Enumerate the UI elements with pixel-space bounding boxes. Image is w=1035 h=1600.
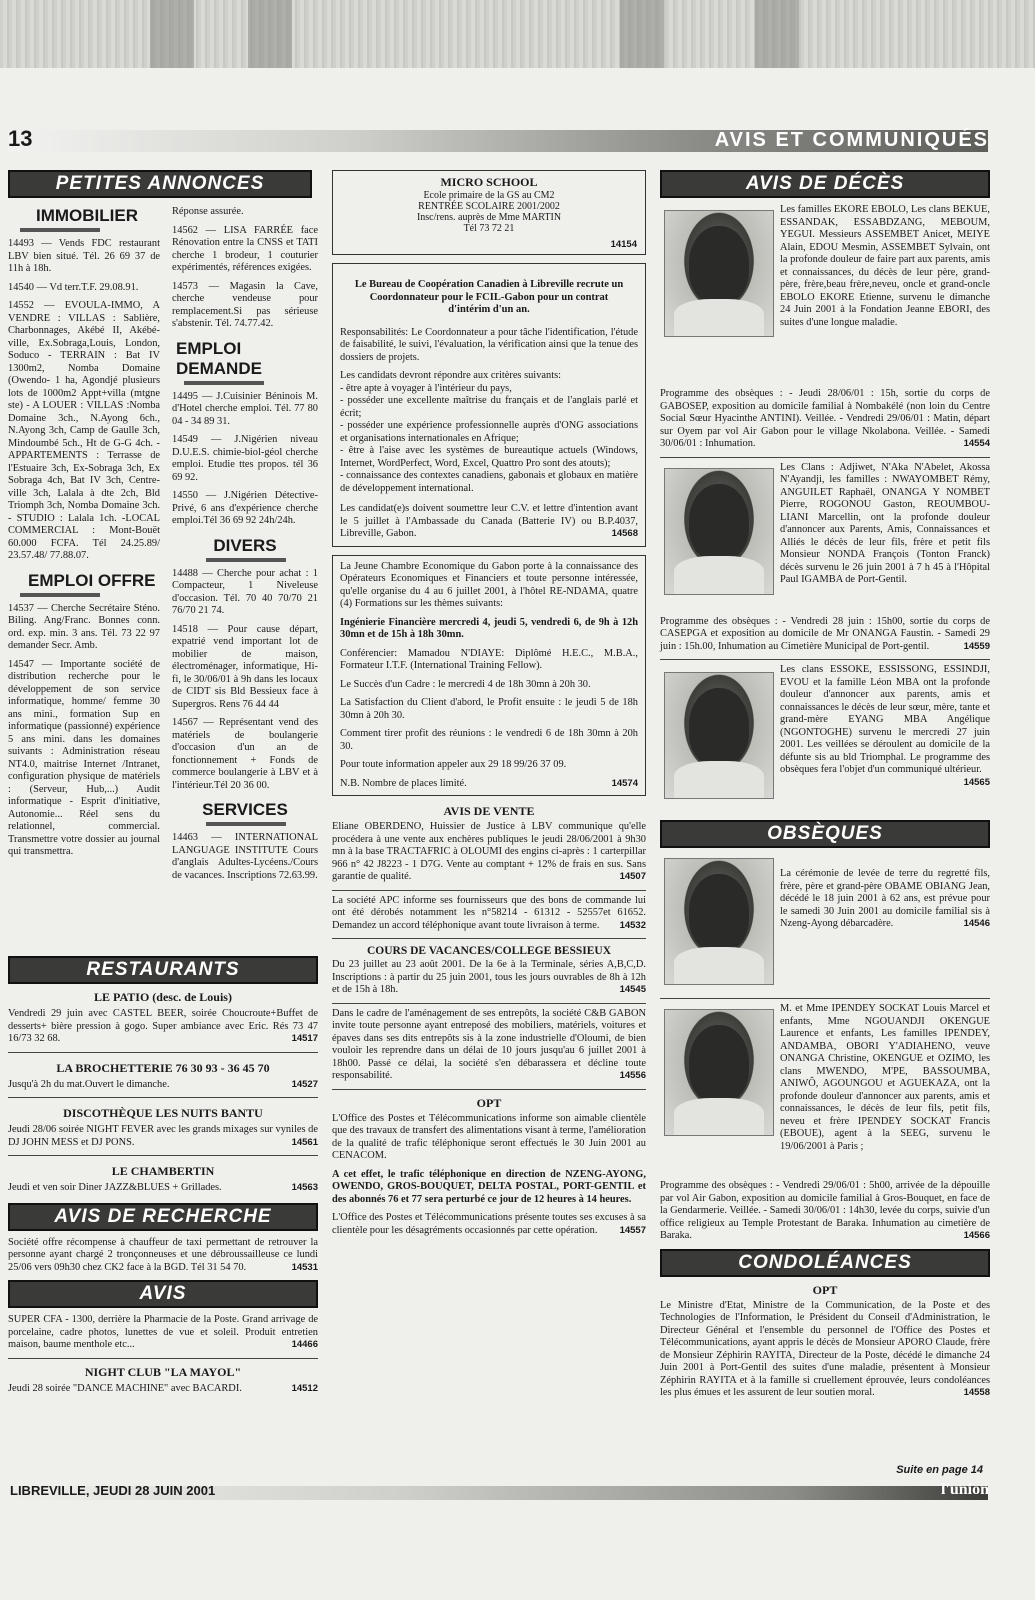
micro-school-ad bbox=[332, 170, 646, 255]
classified-ad: 14573 — Magasin la Cave, cherche vendeuse pour remplacement.Si pas sérieuse s'abstenir. Tél. 74.77.42. bbox=[172, 280, 318, 329]
divider bbox=[20, 593, 100, 597]
divider bbox=[332, 890, 646, 891]
ad-paragraph: - connaissance des contextes canadiens, gabonais et globaux en matière de développement international. bbox=[340, 470, 638, 494]
ad-reference: 14531 bbox=[291, 1261, 318, 1273]
ad-paragraph: L'Office des Postes et Télécommunications présente toutes ses excuses à sa clientèle pour les désagréments occasionnés par cette opération. 14557 bbox=[332, 1212, 646, 1236]
classified-ad: 14540 — Vd terr.T.F. 29.08.91. bbox=[8, 281, 139, 293]
obseques-notice bbox=[660, 1003, 990, 1158]
ad-reference: 14566 bbox=[963, 1230, 990, 1241]
condoleances-title: OPT bbox=[812, 1282, 838, 1297]
ad-reference: 14559 bbox=[963, 640, 990, 652]
classified-ad: 14552 — EVOULA-IMMO, A VENDRE : VILLAS : Sablière, Charbonnages, Akébé II, Akébé-ville, Ex.Sobraga,Louis, London, Soduco - TERRAIN : Bat IV 1300m2, Nomba Domaine (Owendo- 1 ha, Agondjé plusieurs lots de 1000m2 Appt+villa (mtgne ste) - A LOUER : VILLAS :Nomba Domaine 3ch., N.Ayong 6ch., N.Ayong 3ch, Camp de Gaulle 3ch, Mindoumbé 5ch., Ht de G-G 4ch. - APPARTEMENTS : Terrasse de l'Estuaire 3ch, Ex-Sobraga 3ch, Ex Sobraga 4ch, Bat IV 3ch, Centre-ville 3ch, Lalala à dte 2ch, Bld Triomph 3ch, Nomba Domaine 3ch. - STUDIO : Lalala 1ch. -LOCAL COMMERCIAL : Mont-Bouët 60.000 FCFA. Tél 24.25.89/ 23.57.48/ 77.88.07. bbox=[8, 300, 160, 561]
ad-paragraph: Les candidat(e)s doivent soumettre leur C.V. et lettre d'intention avant le 5 juillet à l'Ambassade du Canada (Batterie IV) ou B.P.4037, Libreville, Gabon. 14568 bbox=[340, 503, 638, 539]
ad-paragraph: La Satisfaction du Client d'abord, le Profit ensuite : le jeudi 5 de 18h 30mn à 20h 30. bbox=[340, 697, 638, 721]
restaurant-title: LA BROCHETTERIE 76 30 93 - 36 45 70 bbox=[56, 1060, 270, 1075]
ad-reference: 14565 bbox=[963, 776, 990, 788]
ad-paragraph: La Jeune Chambre Economique du Gabon porte à la connaissance des Opérateurs Economiques et Financiers et toute personne intéressée, qu'elle organise du 4 au 6 juillet 2001, à l'hôtel RE-NDAMA, quatre (4) Formations sur les thèmes suivants: bbox=[340, 560, 638, 609]
restaurant-text: Jusqu'à 2h du mat.Ouvert le dimanche. 14527 bbox=[8, 1078, 318, 1090]
avis-de-deces-banner: AVIS DE DÉCÈS bbox=[660, 170, 990, 198]
classified-ad: 14488 — Cherche pour achat : 1 Compacteur, 1 Niveleuse d'occasion. Tél. 70 40 70/70 21 76/70 21 74. bbox=[172, 567, 318, 616]
petites-annonces-banner: PETITES ANNONCES bbox=[8, 170, 312, 198]
bureau-canadien-ad bbox=[332, 263, 646, 547]
continued-note: Suite en page 14 bbox=[896, 1464, 983, 1476]
notice-text: La cérémonie de levée de terre du regretté fils, frère, père et grand-père OBAME OBIANG Jean, décédé le 18 juin 2001 à 62 ans, est prévue pour le samedi 30 Juin 2001 au domicile familial sis à Nzeng-Ayong débarcadère. 14546 bbox=[780, 868, 990, 929]
column-avis-deces bbox=[660, 170, 990, 1406]
fold-shadow bbox=[150, 0, 194, 68]
divider bbox=[8, 1155, 318, 1156]
ad-reference: 14512 bbox=[291, 1382, 318, 1394]
newspaper-brand: l'union bbox=[940, 1481, 989, 1498]
ad-paragraph: Le Succès d'un Cadre : le mercredi 4 de 18h 30mn à 20h 30. bbox=[340, 678, 591, 690]
restaurant-text: Jeudi et ven soir Diner JAZZ&BLUES + Grillades. 14563 bbox=[8, 1182, 318, 1193]
ad-paragraph: Dans le cadre de l'aménagement de ses entrepôts, la société C&B GABON invite toute personne ayant entreposé des mobiliers, matériels, voitures et épaves dans ses dits entrepôts sis à la zone industrielle d'Oloumi, de bien vouloir les reprendre dans un délai de 10 jours jusqu'au 6 juillet 2001 à 18h00. Passé ce délai, la société s'en débarassera et décline toute responsabilité. 14556 bbox=[332, 1007, 646, 1081]
classified-ad: 14567 — Représentant vend des matériels de boulangerie d'occasion d'un an de fonctionnement + Fonds de commerce boulangerie à LBV et à l'intérieur.Tél 20 36 00. bbox=[172, 717, 318, 791]
divider bbox=[660, 457, 990, 458]
services-heading: SERVICES bbox=[202, 800, 288, 819]
newspaper-page bbox=[0, 68, 1035, 1600]
classified-ad: 14537 — Cherche Secrétaire Sténo. Biling. Ang/Franc. Bonnes conn. ord. exp. min. 3 ans. Tél. 73 22 97 demander Secr. Amb. bbox=[8, 602, 160, 651]
ad-reference: 14563 bbox=[291, 1182, 318, 1193]
divider bbox=[332, 938, 646, 939]
opt-title: OPT bbox=[476, 1095, 502, 1110]
ad-paragraph: - posséder une expérience professionnelle auprès d'ONG associations et organisations internationales en Afrique; bbox=[340, 420, 638, 444]
notice-text: Les familles EKORE EBOLO, Les clans BEKUE, ESSANDAK, ESSABDZANG, MEBOUM, YEGUI. Messieurs ASSEMBET Anicet, MEIYE Alain, EDOU Mesmin, ASSEMBET Sylvain, ont la profonde douleur de faire part aux parents, amis et connaissances, du décès de leur père, grand-père, frère,beau frère,neveu, oncle et grand-oncle EBOLO EKORE Etienne, survenu le dimanche 24 Juin 2001 à la Fondation Jeanne EBORI, des suites d'une longue maladie. bbox=[780, 204, 990, 328]
notice-text: Les clans ESSOKE, ESSISSONG, ESSINDJI, EVOU et la famille Léon MBA ont la profonde douleur d'annoncer aux parents, amis et connaissances le décès de leur sœur, mère, tante et grand-mère EYANG MBA Angélique (NGONTOGHE) survenu le mercredi 27 juin 2001. Les veillées se déroulent au domicile de la défunte sis au bld Triomphal. Le programme des obsèques fera l'objet d'un communiqué ultérieur. 14565 bbox=[780, 664, 990, 788]
ad-paragraph: - être apte à voyager à l'intérieur du pays, bbox=[340, 382, 512, 394]
divider bbox=[206, 822, 286, 826]
ad-paragraph: Responsabilités: Le Coordonnateur a pour tâche l'identification, l'étude de faisabilité, le suivi, l'évaluation, la vérification ainsi que la tenue des dossiers de projets. bbox=[340, 326, 638, 363]
ad-paragraph: - posséder une excellente maîtrise du français et de l'anglais parlé et écrit; bbox=[340, 395, 638, 419]
restaurant-text: Vendredi 29 juin avec CASTEL BEER, soirée Choucroute+Buffet de desserts+ bière pression à gogo. Super ambiance avec Eric. Rés 73 47 16/73 32 68. 14517 bbox=[8, 1008, 318, 1044]
deces-notice bbox=[660, 462, 990, 602]
column-communiques bbox=[332, 170, 646, 1243]
ad-paragraph: Eliane OBERDENO, Huissier de Justice à LBV communique qu'elle procédera à une vente aux enchères publiques le jeudi 28/06/2001 à 9h30 mn à la base TRACTAFRIC à OLOUMI des engins ci-après : 1 carterpillar 966 n° 42 J8223 - 1 D7G. Vente au comptant + 12% de frais en sus. Sans garantie de qualité. 14507 bbox=[332, 821, 646, 882]
ad-reference: 14545 bbox=[619, 984, 646, 995]
condoleances-banner: CONDOLÉANCES bbox=[660, 1249, 990, 1277]
classified-ad: 14463 — INTERNATIONAL LANGUAGE INSTITUTE Cours d'anglais Adultes-Lycéens./Cours de vacances. Inscriptions 72.63.99. bbox=[172, 832, 318, 881]
restaurant-title: LE CHAMBERTIN bbox=[111, 1164, 215, 1178]
ad-paragraph: Ingénierie Financière mercredi 4, jeudi 5, vendredi 6, de 9h à 12h 30mn et de 15h à 18h 30mn. bbox=[340, 616, 638, 640]
divider bbox=[8, 1052, 318, 1053]
deces-notice bbox=[660, 664, 990, 814]
notice-text: M. et Mme IPENDEY SOCKAT Louis Marcel et enfants, Mme NGOUANDJI OKENGUE Laurence et enfants, Les familles IPENDEY, ANDAMBA, OBORI Y'ADIAHENO, veuve ONANGA Christine, OKENGUE et OZIMO, les clans MWENDO, M'PE, BASSOUMBA, ANIWÔ, AGOUNGOU et AGUEKAZA, ont la profonde douleur d'annoncer aux parents, amis et connaissances, le décès de leur fils, petit fils, neveu et frère IPENDEY SOCKAT Francis (EBOUE), agent à la SEEG, survenu le 19/06/2001 à Paris ; bbox=[780, 1003, 990, 1152]
nightclub-title: NIGHT CLUB "LA MAYOL" bbox=[84, 1364, 242, 1379]
portrait-photo bbox=[664, 858, 774, 985]
notice-text: Le Ministre d'Etat, Ministre de la Communication, de la Poste et des Technologies de l'Information, le Président du Conseil d'Administration, le Directeur Général et l'ensemble du personnel de l'Office des Postes et Télécommunications, ayant appris le décès de Monsieur APORO Claude, frère de Monsieur Zéphirin RAYITA, Directeur de la Poste, décédé le dimanche 24 Juin 2001 à Port-Gentil des suites d'une maladie, présentent à Monsieur Zéphirin RAYITA et à la famille si cruellement éprouvée, leurs condoléances les plus émues et les assurent de leur soutien moral. 14558 bbox=[660, 1299, 990, 1398]
avis-de-recherche-banner: AVIS DE RECHERCHE bbox=[8, 1203, 318, 1231]
ad-paragraph: A cet effet, le trafic téléphonique en direction de NZENG-AYONG, OWENDO, GROS-BOUQUET, DELTA POSTAL, PORT-GENTIL et des abonnés 76 et 77 sera perturbé ce jour de 12 heures à 14 heures. bbox=[332, 1168, 646, 1205]
left-lower-section bbox=[8, 956, 318, 1401]
divider bbox=[20, 228, 100, 232]
ad-reference: 14558 bbox=[963, 1387, 990, 1398]
portrait-photo bbox=[664, 672, 774, 799]
jeune-chambre-ad bbox=[332, 555, 646, 797]
divider bbox=[184, 381, 264, 385]
section-title: AVIS ET COMMUNIQUÉS bbox=[714, 129, 989, 151]
portrait-photo bbox=[664, 1009, 774, 1136]
ad-reference: 14527 bbox=[291, 1078, 318, 1090]
classified-ad: 14547 — Importante société de distribution recherche pour le développement de son service informatique, homme/ femme 30 ans mini., formation Sup en informatique (passionné) expérience 5 ans mini. dans les domaines suivants : Administration réseau NT4.0, maitrise Internet /Intranet, configuration physique de matériels : (Serveur, Hub,...) Audit informatique - Esprit d'initiative, Autonomie... Réel sens du relationnel, commercial. Transmettre votre dossier au journal qui transmettra. bbox=[8, 658, 160, 857]
ad-heading: Le Bureau de Coopération Canadien à Libreville recrute un Coordonnateur pour le FCIL-Gabon pour un contrat d'intérim d'un an. bbox=[354, 279, 624, 315]
classified-ad: 14562 — LISA FARRÉE face Rénovation entre la CNSS et TATI cherche 1 brodeur, 1 couturier expérimentés, références exigées. bbox=[172, 224, 318, 273]
ad-reference: 14568 bbox=[611, 528, 638, 539]
ad-title: MICRO SCHOOL bbox=[440, 175, 538, 189]
divider bbox=[8, 1358, 318, 1359]
page-number: 13 bbox=[8, 126, 33, 151]
footer-date: LIBREVILLE, JEUDI 28 JUIN 2001 bbox=[10, 1483, 216, 1498]
obseques-notice bbox=[660, 854, 990, 994]
recherche-text: Société offre récompense à chauffeur de taxi permettant de retrouver la personne ayant chargé 2 tronçonneuses et une débroussailleuse ce lundi 25/06 vers 09h30 chez CK2 face à la BGD. Tél 31 54 70. 14531 bbox=[8, 1236, 318, 1273]
column-annonces-2 bbox=[172, 206, 318, 888]
ad-reference: 14574 bbox=[611, 777, 638, 789]
emploi-offre-heading: EMPLOI OFFRE bbox=[28, 570, 156, 590]
fold-shadow bbox=[755, 0, 799, 68]
ad-reference: 14557 bbox=[619, 1224, 646, 1236]
cours-title: COURS DE VACANCES/COLLEGE BESSIEUX bbox=[366, 945, 612, 957]
divider bbox=[332, 1089, 646, 1090]
ad-reference: 14517 bbox=[291, 1033, 318, 1044]
ad-paragraph: Pour toute information appeler aux 29 18 99/26 37 09. bbox=[340, 759, 567, 770]
classified-ad: 14495 — J.Cuisinier Béninois M. d'Hotel cherche emploi. Tél. 77 80 04 - 34 89 31. bbox=[172, 390, 318, 427]
notice-text: Les Clans : Adjiwet, N'Aka N'Abelet, Akossa N'Ayandji, les familles : NWAYOMBET Rémy, ANGUILET Raphaël, ONANGA Y NOMBET Pierre, ROGONOU Gaston, REOUMBOU-LIANI Marcellin, ont la profonde douleur d'annoncer aux Parents, Amis, Connaissances et Alliés le décès de leur fils, frère et petit fils Monsieur NONDA François (Tonton Franck) décès survenu le 26 juin 2001 à 7 h 45 à l'Hôpital Paul IGAMBA de Port-Gentil. bbox=[780, 461, 990, 585]
scan-top-edge bbox=[0, 0, 1035, 68]
classified-ad: Réponse assurée. bbox=[172, 206, 244, 217]
ad-paragraph: - être à l'aise avec les systèmes de bureautique actuels (Windows, Internet, WordPerfect, Word, Excel, Quattro Pro sont des atouts); bbox=[340, 445, 638, 469]
restaurants-banner: RESTAURANTS bbox=[8, 956, 318, 984]
restaurant-text: Jeudi 28/06 soirée NIGHT FEVER avec les grands mixages sur vyniles de DJ JOHN MESS et DJ PONS. 14561 bbox=[8, 1124, 318, 1148]
notice-program: Programme des obsèques : - Jeudi 28/06/01 : 15h, sortie du corps de GABOSEP, exposition au domicile familial à Nombakélé (non loin du Centre Social Sœur Hyacinthe ANTINI). Veillée. - Vendredi 29/06/01 : Matin, départ sur Oyem par vol Air Gabon pour le village Nkolabona. Veillée. - Samedi 30/06/01 : Inhumation. 14554 bbox=[660, 388, 990, 449]
ad-reference: 14556 bbox=[619, 1070, 646, 1081]
deces-notice bbox=[660, 204, 990, 354]
ad-paragraph: N.B. Nombre de places limité. 14574 bbox=[340, 777, 638, 789]
restaurant-title: DISCOTHÈQUE LES NUITS BANTU bbox=[63, 1106, 263, 1120]
notice-program: Programme des obsèques : - Vendredi 29/06/01 : 5h00, arrivée de la dépouille par vol Air Gabon, exposition au domicile familial à Gros-Bouquet, en face de la Gendarmerie. Veillée. - Samedi 30/06/01 : 14h30, levée du corps, suivie d'un office religieux au Temple Protestant de Baraka. Inhumation au cimetière de Baraka. 14566 bbox=[660, 1180, 990, 1241]
divers-heading: DIVERS bbox=[213, 535, 277, 555]
classified-ad: 14549 — J.Nigérien niveau D.U.E.S. chimie-biol-géol cherche emploi. Etudie ttes propos. tél 36 69 92. bbox=[172, 434, 318, 483]
fold-shadow bbox=[248, 0, 292, 68]
ad-reference: 14546 bbox=[963, 918, 990, 929]
divider bbox=[660, 659, 990, 660]
ad-reference: 14154 bbox=[610, 239, 637, 250]
portrait-photo bbox=[664, 468, 774, 595]
notice-program: Programme des obsèques : - Vendredi 28 juin : 15h00, sortie du corps de CASEPGA et exposition au domicile de Mr ONANGA Faustin. - Samedi 29 juin : 15h.00, Inhumation au Cimetière Municipal de Port-gentil. 14559 bbox=[660, 615, 990, 652]
ad-paragraph: Comment tirer profit des réunions : le vendredi 6 de 18h 30mn à 20h 30. bbox=[340, 728, 638, 752]
divider bbox=[332, 1003, 646, 1004]
ad-reference: 14532 bbox=[619, 919, 646, 931]
ad-reference: 14466 bbox=[291, 1339, 318, 1350]
ad-reference: 14561 bbox=[291, 1136, 318, 1148]
ad-reference: 14507 bbox=[619, 871, 646, 882]
fold-shadow bbox=[620, 0, 664, 68]
classified-ad: 14493 — Vends FDC restaurant LBV bien situé. Tél. 26 69 37 de 11h à 18h. bbox=[8, 238, 160, 274]
portrait-photo bbox=[664, 210, 774, 337]
ad-paragraph: Du 23 juillet au 23 août 2001. De la 6e à la Terminale, séries A,B,C,D. Inscriptions : à partir du 25 juin 2001, tous les jours ouvrables de 8h à 12h et de 15h à 18h. 14545 bbox=[332, 959, 646, 995]
restaurant-title: LE PATIO (desc. de Louis) bbox=[94, 990, 232, 1004]
ad-paragraph: Conférencier: Mamadou N'DIAYE: Diplômé H.E.C., M.B.A., Formateur I.T.F. (International Training Fellow). bbox=[340, 647, 638, 671]
divider bbox=[660, 998, 990, 999]
classified-ad: 14518 — Pour cause départ, expatrié vend important lot de mobilier de maison, électroménager, informatique, Hi-fi, le 30/06/01 à 9h dans les locaux de CIDT sis Bld Bessieux face à Supergros. Rens 76 44 44 bbox=[172, 623, 318, 710]
ad-paragraph: La société APC informe ses fournisseurs que des bons de commande lui ont été dérobés notamment les n°58214 - 61312 - 52557et 61652. Demandez un accord téléphonique avant toute livraison à terme. 14532 bbox=[332, 894, 646, 931]
classified-ad: 14550 — J.Nigérien Détective-Privé, 6 ans d'expérience cherche emploi.Tél 36 69 92 24h/24h. bbox=[172, 490, 318, 526]
avis-text: SUPER CFA - 1300, derrière la Pharmacie de la Poste. Grand arrivage de porcelaine, cadre photos, lunettes de vue et soleil. Produit entretien maison, baume menthole etc... 14466 bbox=[8, 1314, 318, 1350]
avis-de-vente-title: AVIS DE VENTE bbox=[443, 804, 535, 818]
nightclub-text: Jeudi 28 soirée "DANCE MACHINE" avec BACARDI. 14512 bbox=[8, 1382, 318, 1394]
ad-line: Ecole primaire de la GS au CM2 bbox=[423, 190, 555, 201]
ad-reference: 14554 bbox=[963, 438, 990, 449]
avis-banner: AVIS bbox=[8, 1280, 318, 1308]
divider bbox=[8, 1097, 318, 1098]
immobilier-heading: IMMOBILIER bbox=[36, 206, 138, 225]
ad-line: Insc/rens. auprès de Mme MARTIN bbox=[416, 212, 562, 223]
divider bbox=[206, 558, 286, 562]
ad-paragraph: L'Office des Postes et Télécommunications informe son aimable clientèle que des travaux de transfert des alimentations visant à terme, l'amélioration de la qualité de trafic téléphonique seront effectués le 30 Juin 2001 au CENACOM. bbox=[332, 1112, 646, 1161]
ad-line: Tél 73 72 21 bbox=[463, 223, 515, 234]
obseques-banner: OBSÈQUES bbox=[660, 820, 990, 848]
emploi-demande-heading: EMPLOI DEMANDE bbox=[176, 338, 262, 378]
ad-line: RENTRÉE SCOLAIRE 2001/2002 bbox=[418, 201, 560, 212]
ad-paragraph: Les candidats devront répondre aux critères suivants: bbox=[340, 370, 562, 381]
